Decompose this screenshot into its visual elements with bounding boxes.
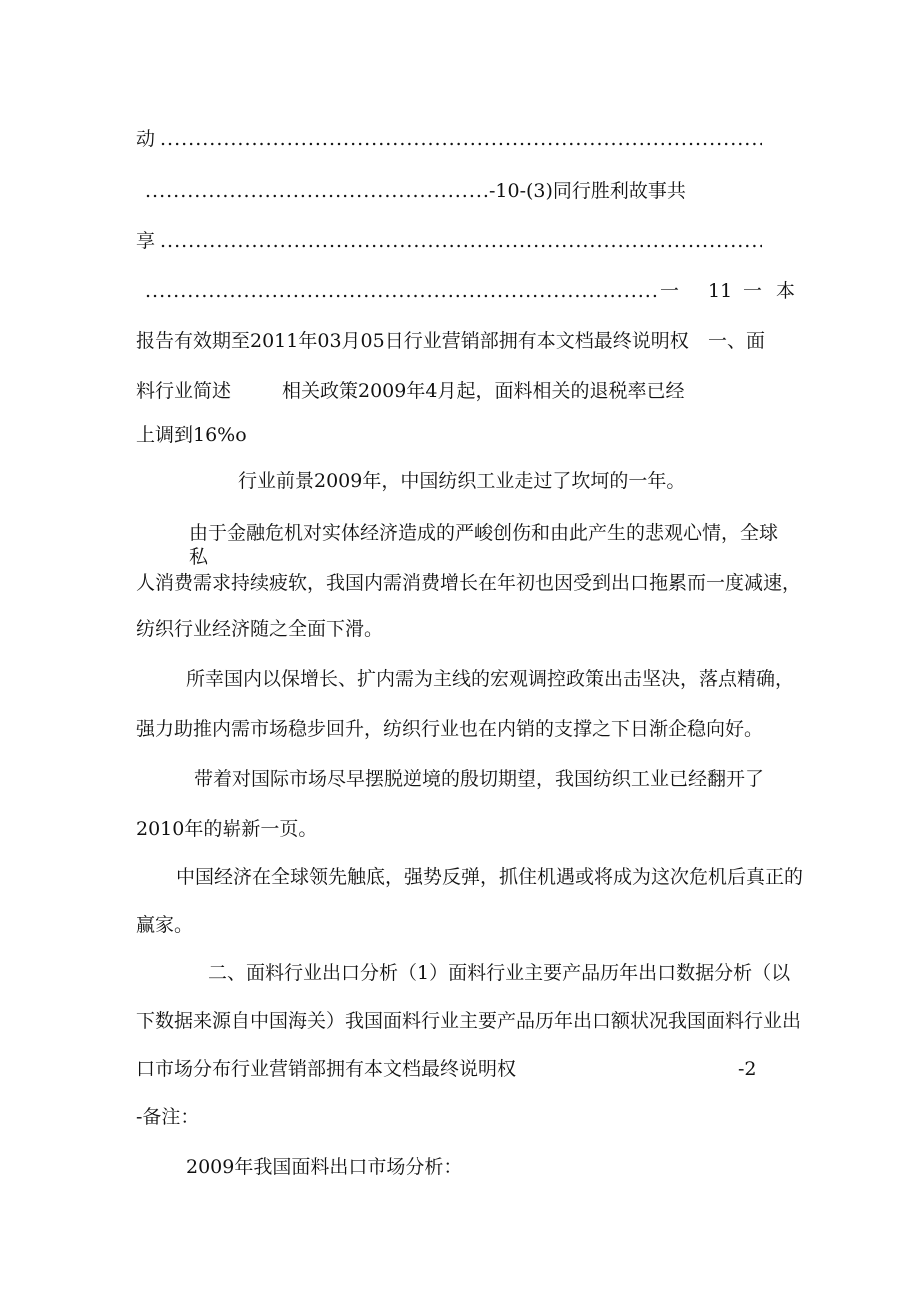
toc-page-number: 11: [708, 280, 733, 302]
paragraph-line: 所幸国内以保增长、扩内需为主线的宏观调控政策出击坚决，落点精确，: [186, 668, 795, 690]
validity-notice: 报告有效期至2011年03月05日行业营销部拥有本文档最终说明权: [136, 330, 689, 352]
toc-leader-dots: [160, 229, 762, 253]
paragraph-line: [189, 521, 778, 569]
toc-dash: 一: [660, 280, 680, 302]
paragraph-line-text: 由于金融危机对实体经济造成的严峻创伤和由此产生的悲观心情，全球私: [189, 522, 779, 568]
industry-outlook: 行业前景2009年，中国纺织工业走过了坎坷的一年。: [238, 470, 686, 492]
toc-label-xiang: 享: [136, 230, 156, 252]
policy-text: 相关政策2009年4月起，面料相关的退税率已经: [282, 380, 685, 402]
paragraph-line: 带着对国际市场尽早摆脱逆境的殷切期望，我国纺织工业已经翻开了: [194, 768, 765, 790]
toc-leader-dots: [145, 179, 489, 203]
remark-label: -备注：: [136, 1106, 200, 1128]
paragraph-line: 中国经济在全球领先触底，强势反弹，抓住机遇或将成为这次危机后真正的: [176, 866, 804, 888]
toc-tail: 一 本: [743, 280, 796, 302]
page-number: -2: [738, 1058, 757, 1080]
export-analysis-heading: 2009年我国面料出口市场分析：: [186, 1156, 463, 1178]
paragraph-line: 强力助推内需市场稳步回升，纺织行业也在内销的支撑之下日渐企稳向好。: [136, 718, 764, 740]
toc-leader-dots: [145, 279, 657, 303]
paragraph-line: 纺织行业经济随之全面下滑。: [136, 618, 384, 640]
paragraph-line: 2010年的崭新一页。: [136, 818, 318, 840]
section-one-heading-start: 一、面: [708, 330, 766, 352]
toc-label-dong: 动: [136, 128, 156, 150]
paragraph-line: 人消费需求持续疲软，我国内需消费增长在年初也因受到出口拖累而一度减速，: [136, 572, 802, 594]
toc-leader-dots: [160, 127, 762, 151]
section-two-line: 下数据来源自中国海关）我国面料行业主要产品历年出口额状况我国面料行业出: [136, 1010, 802, 1032]
section-two-heading: 二、面料行业出口分析（1）面料行业主要产品历年出口数据分析（以: [208, 962, 791, 984]
toc-entry-text: -10-(3)同行胜利故事共: [489, 180, 686, 202]
policy-text-continued: 上调到16%o: [136, 424, 247, 446]
section-two-line: 口市场分布行业营销部拥有本文档最终说明权: [136, 1058, 517, 1080]
section-one-heading-end: 料行业简述: [136, 380, 232, 402]
paragraph-line: 赢家。: [136, 914, 194, 936]
